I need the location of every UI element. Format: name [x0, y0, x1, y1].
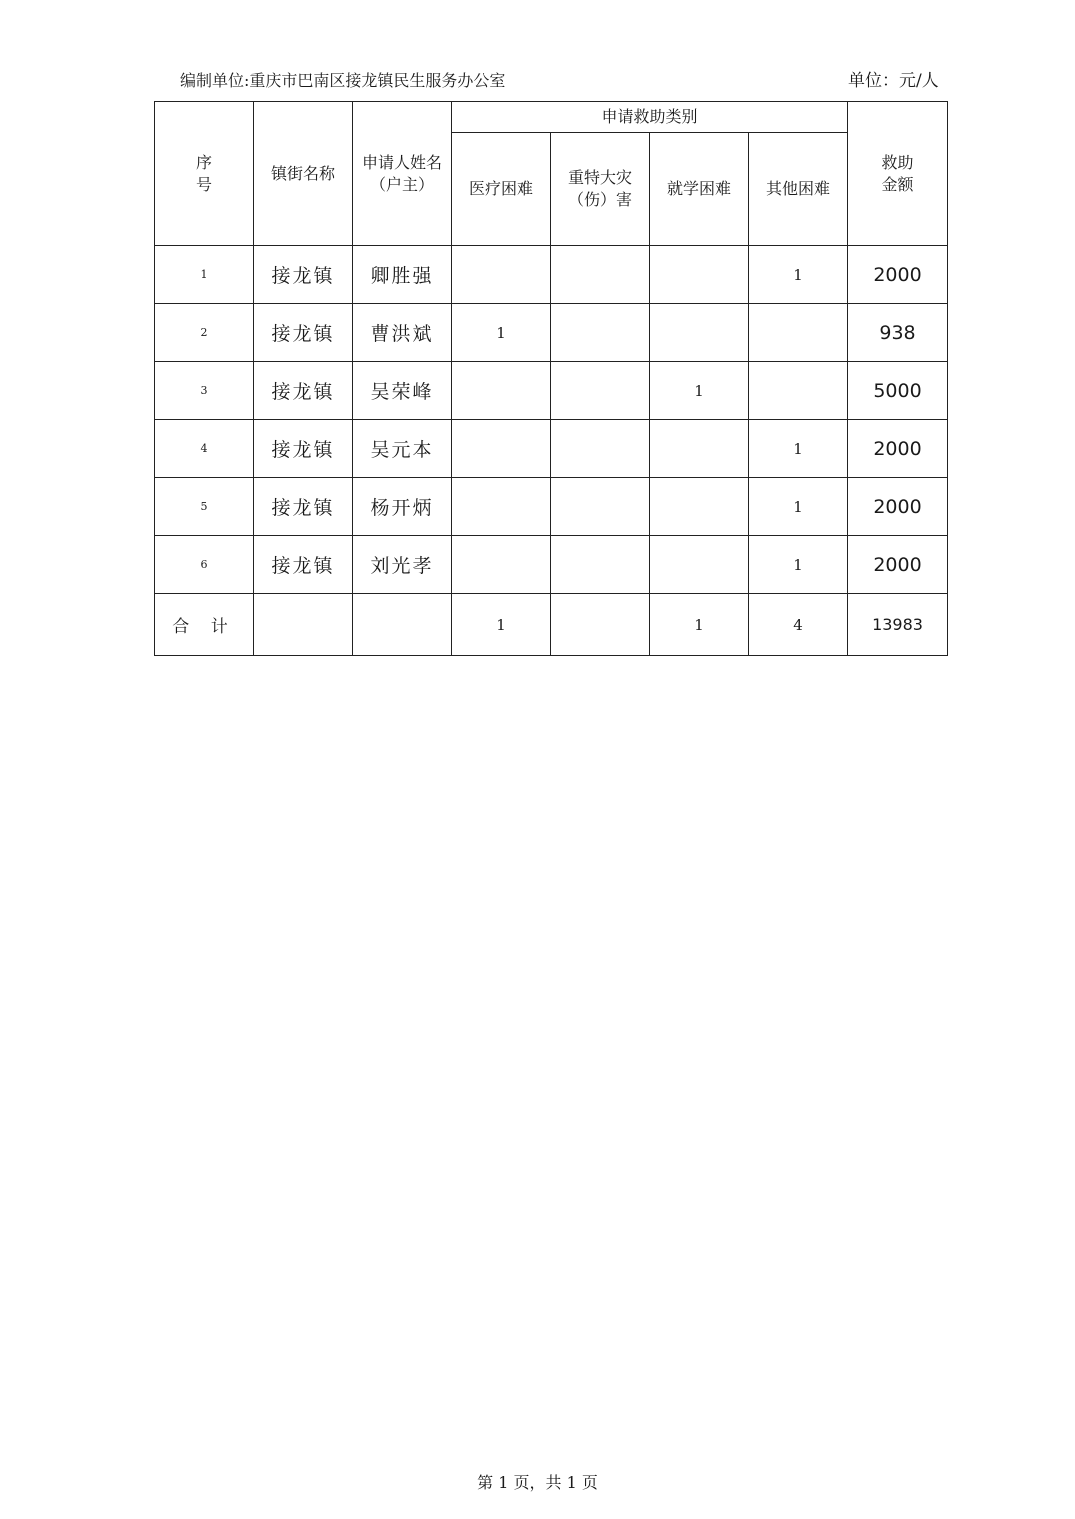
total-town-empty — [254, 594, 353, 656]
cell-town: 接龙镇 — [254, 536, 353, 594]
cell-amount: 938 — [848, 304, 948, 362]
total-applicant-empty — [353, 594, 452, 656]
cell-medical — [452, 246, 551, 304]
cell-disaster — [551, 536, 650, 594]
cell-other: 1 — [749, 536, 848, 594]
cell-seq: 4 — [155, 420, 254, 478]
header-town: 镇街名称 — [254, 102, 353, 246]
total-disaster — [551, 594, 650, 656]
cell-medical — [452, 478, 551, 536]
page-number: 第 1 页，共 1 页 — [477, 1473, 598, 1492]
cell-amount: 2000 — [848, 420, 948, 478]
cell-amount: 2000 — [848, 246, 948, 304]
cell-seq: 3 — [155, 362, 254, 420]
cell-education — [650, 304, 749, 362]
header-medical: 医疗困难 — [452, 133, 551, 246]
cell-seq: 6 — [155, 536, 254, 594]
relief-table — [154, 101, 948, 656]
table-row — [155, 362, 948, 420]
cell-applicant: 杨开炳 — [353, 478, 452, 536]
header-disaster: 重特大灾 （伤）害 — [551, 133, 650, 246]
compiling-unit: 编制单位:重庆市巴南区接龙镇民生服务办公室 — [180, 71, 506, 90]
currency-unit: 单位：元/人 — [848, 71, 939, 91]
cell-education — [650, 420, 749, 478]
cell-education — [650, 478, 749, 536]
table-row — [155, 536, 948, 594]
cell-disaster — [551, 246, 650, 304]
total-medical: 1 — [452, 594, 551, 656]
table-row — [155, 420, 948, 478]
cell-medical — [452, 420, 551, 478]
cell-education: 1 — [650, 362, 749, 420]
cell-education — [650, 536, 749, 594]
header-other: 其他困难 — [749, 133, 848, 246]
cell-disaster — [551, 478, 650, 536]
cell-disaster — [551, 304, 650, 362]
header-education: 就学困难 — [650, 133, 749, 246]
header-amount: 救助 金额 — [848, 102, 948, 246]
header-seq: 序 号 — [155, 102, 254, 246]
header-category-group: 申请救助类别 — [452, 102, 848, 133]
cell-medical — [452, 536, 551, 594]
cell-town: 接龙镇 — [254, 304, 353, 362]
cell-medical: 1 — [452, 304, 551, 362]
cell-other: 1 — [749, 246, 848, 304]
cell-seq: 1 — [155, 246, 254, 304]
total-label: 合 计 — [155, 594, 254, 656]
cell-disaster — [551, 420, 650, 478]
cell-town: 接龙镇 — [254, 420, 353, 478]
table-row — [155, 246, 948, 304]
total-other: 4 — [749, 594, 848, 656]
total-education: 1 — [650, 594, 749, 656]
cell-town: 接龙镇 — [254, 362, 353, 420]
cell-town: 接龙镇 — [254, 478, 353, 536]
cell-seq: 2 — [155, 304, 254, 362]
total-row — [155, 594, 948, 656]
cell-amount: 2000 — [848, 536, 948, 594]
cell-applicant: 刘光孝 — [353, 536, 452, 594]
table-row — [155, 304, 948, 362]
total-amount: 13983 — [848, 594, 948, 656]
cell-applicant: 吴元本 — [353, 420, 452, 478]
cell-seq: 5 — [155, 478, 254, 536]
cell-town: 接龙镇 — [254, 246, 353, 304]
cell-disaster — [551, 362, 650, 420]
cell-other: 1 — [749, 478, 848, 536]
table-row — [155, 478, 948, 536]
cell-applicant: 卿胜强 — [353, 246, 452, 304]
cell-medical — [452, 362, 551, 420]
cell-amount: 5000 — [848, 362, 948, 420]
cell-other — [749, 304, 848, 362]
cell-other: 1 — [749, 420, 848, 478]
cell-education — [650, 246, 749, 304]
cell-applicant: 吴荣峰 — [353, 362, 452, 420]
cell-amount: 2000 — [848, 478, 948, 536]
cell-applicant: 曹洪斌 — [353, 304, 452, 362]
header-applicant: 申请人姓名 （户主） — [353, 102, 452, 246]
cell-other — [749, 362, 848, 420]
